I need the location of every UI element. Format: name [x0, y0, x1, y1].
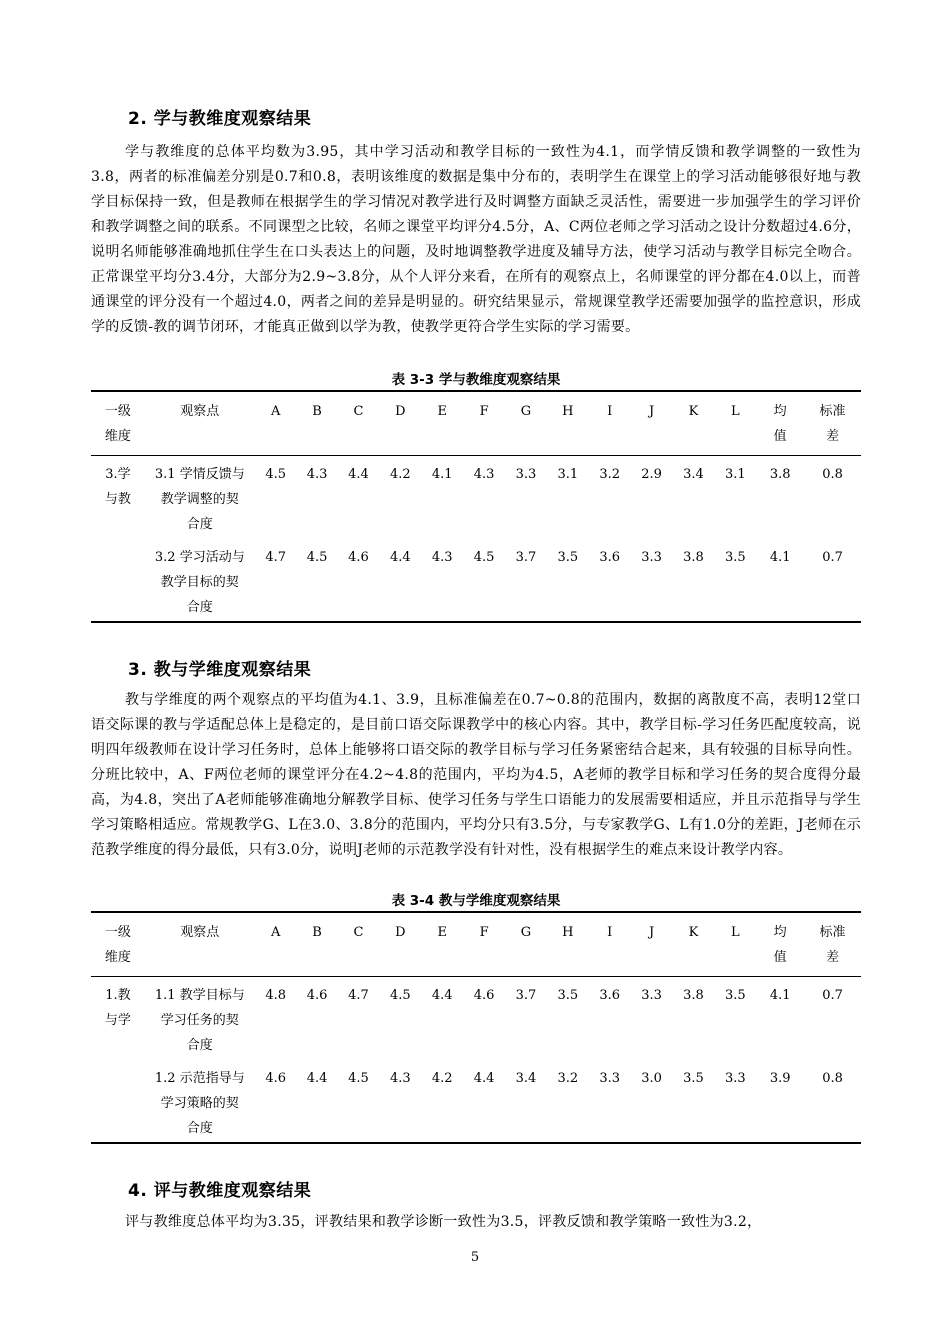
value-cell: 3.5	[557, 988, 579, 1003]
header-a: A	[271, 404, 281, 419]
value-cell: 3.3	[724, 1071, 746, 1086]
section-paragraph-2: 学与教维度的总体平均数为3.95，其中学习活动和教学目标的一致性为4.1，而学情反馈和教学调整的一致性为3.8，两者的标准偏差分别是0.7和0.8，表明该维度的数据是集中分布的，表明学生在课堂上的学习活动能够很好地与教学目标保持一致，但是教师在根据学生的学习情况对教学进行及时调整方面缺乏灵活性，需要进一步加强学生的学习评价和教学调整之间的联系。不同课型之比较，名师之课堂平均评分4.5分，A、C两位老师之学习活动之设计分数超过4.6分，说明名师能够准确地抓住学生在口头表达上的问题，及时地调整教学进度及辅导方法，使学习活动与教学目标完全吻合。正常课堂平均分3.4分，大部分为2.9~3.8分，从个人评分来看，在所有的观察点上，名师课堂的评分都在4.0以上，而普通课堂的评分没有一个超过4.0，两者之间的差异是明显的。研究结果显示，常规课堂教学还需要加强学的监控意识，形成学的反馈-教的调节闭环，才能真正做到以学为教，使教学更符合学生实际的学习需要。	[91, 144, 861, 335]
section-paragraph-3: 教与学维度的两个观察点的平均值为4.1、3.9，且标准偏差在0.7~0.8的范围内，数据的离散度不高，表明12堂口语交际课的教与学适配总体上是稳定的，是目前口语交际课教学中的核心内容。其中，教学目标-学习任务匹配度较高，说明四年级教师在设计学习任务时，总体上能够将口语交际的教学目标与学习任务紧密结合起来，具有较强的目标导向性。分班比较中，A、F两位老师的课堂评分在4.2~4.8的范围内，平均为4.5，A老师的教学目标和学习任务的契合度得分最高，为4.8，突出了A老师能够准确地分解教学目标、使学习任务与学生口语能力的发展需要相适应，并且示范指导与学生学习策略相适应。常规教学G、L在3.0、3.8分的范围内，平均分只有3.5分，与专家教学G、L有1.0分的差距，J老师在示范教学维度的得分最低，只有3.0分，说明J老师的示范教学没有针对性，没有根据学生的难点来设计教学内容。	[91, 692, 861, 858]
header-b: B	[312, 404, 322, 419]
value-cell: 3.0	[641, 1071, 662, 1086]
value-cell: 4.3	[306, 467, 328, 482]
observation-point-cell: 1.1 教学目标与 学习任务的契 合度	[154, 988, 245, 1053]
value-cell: 3.2	[557, 1071, 579, 1086]
header-std: 标准 差	[819, 404, 846, 444]
value-cell: 3.3	[641, 988, 662, 1003]
section-paragraph-4: 评与教维度总体平均为3.35，评教结果和教学诊断一致性为3.5，评教反馈和教学策略一致性为3.2，	[125, 1214, 762, 1230]
header-mean: 均 值	[773, 404, 787, 444]
value-cell: 3.7	[515, 550, 537, 565]
value-cell: 4.1	[431, 467, 453, 482]
std-cell: 0.7	[822, 550, 843, 565]
value-cell: 4.6	[473, 988, 495, 1003]
value-cell: 4.5	[306, 550, 328, 565]
value-cell: 4.3	[473, 467, 495, 482]
table-row	[91, 977, 861, 1067]
value-cell: 4.7	[265, 550, 287, 565]
header-mean: 均 值	[773, 925, 787, 965]
value-cell: 2.9	[641, 467, 662, 482]
mean-cell: 3.8	[769, 467, 791, 482]
header-f: F	[479, 404, 489, 419]
section-heading-3: 3. 教与学维度观察结果	[128, 660, 312, 680]
value-cell: 4.3	[431, 550, 453, 565]
value-cell: 4.6	[348, 550, 369, 565]
observation-point-cell: 3.1 学情反馈与 教学调整的契 合度	[154, 467, 245, 532]
table-header-row	[91, 391, 861, 456]
table-3-4	[91, 911, 861, 1144]
value-cell: 4.5	[348, 1071, 369, 1086]
value-cell: 3.4	[683, 467, 704, 482]
value-cell: 3.1	[557, 467, 579, 482]
value-cell: 3.6	[599, 550, 621, 565]
value-cell: 3.4	[515, 1071, 537, 1086]
value-cell: 3.7	[515, 988, 537, 1003]
value-cell: 4.4	[473, 1071, 495, 1086]
table-row	[91, 456, 861, 546]
header-g: G	[520, 925, 532, 940]
table-header-row	[91, 912, 861, 977]
value-cell: 3.2	[599, 467, 621, 482]
observation-point-cell: 1.2 示范指导与 学习策略的契 合度	[154, 1071, 245, 1136]
header-l: L	[731, 925, 740, 940]
std-cell: 0.7	[822, 988, 843, 1003]
header-b: B	[312, 925, 322, 940]
header-c: C	[353, 404, 364, 419]
table-caption-3-4: 表 3-4 教与学维度观察结果	[391, 893, 561, 909]
value-cell: 4.6	[306, 988, 328, 1003]
value-cell: 4.3	[389, 1071, 411, 1086]
header-dimension: 一级 维度	[104, 404, 131, 444]
value-cell: 3.5	[724, 988, 746, 1003]
section-heading-4: 4. 评与教维度观察结果	[128, 1181, 312, 1201]
value-cell: 3.6	[599, 988, 621, 1003]
header-d: D	[395, 925, 406, 940]
header-c: C	[353, 925, 364, 940]
value-cell: 4.7	[348, 988, 369, 1003]
header-i: I	[607, 404, 613, 419]
value-cell: 3.5	[724, 550, 746, 565]
value-cell: 3.8	[683, 550, 704, 565]
header-h: H	[562, 404, 574, 419]
header-l: L	[731, 404, 740, 419]
header-j: J	[648, 404, 655, 419]
dimension-cell: 1.教 与学	[104, 988, 131, 1028]
dimension-cell: 3.学 与教	[104, 467, 131, 507]
header-e: E	[437, 404, 447, 419]
header-i: I	[607, 925, 613, 940]
value-cell: 4.4	[389, 550, 411, 565]
value-cell: 4.6	[265, 1071, 287, 1086]
std-cell: 0.8	[822, 1071, 843, 1086]
value-cell: 3.5	[683, 1071, 704, 1086]
header-g: G	[520, 404, 532, 419]
std-cell: 0.8	[822, 467, 843, 482]
value-cell: 4.5	[473, 550, 495, 565]
table-caption-3-3: 表 3-3 学与教维度观察结果	[391, 372, 561, 388]
value-cell: 4.2	[431, 1071, 453, 1086]
table-3-3	[91, 390, 861, 623]
value-cell: 3.3	[641, 550, 662, 565]
value-cell: 3.8	[683, 988, 704, 1003]
header-k: K	[688, 404, 699, 419]
mean-cell: 4.1	[769, 988, 791, 1003]
header-a: A	[271, 925, 281, 940]
header-e: E	[437, 925, 447, 940]
header-d: D	[395, 404, 406, 419]
value-cell: 4.4	[431, 988, 453, 1003]
header-k: K	[688, 925, 699, 940]
header-dimension: 一级 维度	[104, 925, 131, 965]
value-cell: 3.1	[724, 467, 746, 482]
observation-point-cell: 3.2 学习活动与 教学目标的契 合度	[154, 550, 245, 615]
value-cell: 3.3	[515, 467, 537, 482]
mean-cell: 3.9	[769, 1071, 791, 1086]
header-std: 标准 差	[819, 925, 846, 965]
mean-cell: 4.1	[769, 550, 791, 565]
value-cell: 4.2	[389, 467, 411, 482]
value-cell: 3.5	[557, 550, 579, 565]
value-cell: 3.3	[599, 1071, 621, 1086]
value-cell: 4.4	[348, 467, 369, 482]
table-row	[91, 1066, 861, 1143]
header-h: H	[562, 925, 574, 940]
value-cell: 4.8	[265, 988, 287, 1003]
page-number: 5	[470, 1250, 480, 1265]
header-observation-point: 观察点	[180, 925, 220, 940]
header-f: F	[479, 925, 489, 940]
section-heading-2: 2. 学与教维度观察结果	[128, 109, 312, 129]
header-j: J	[648, 925, 655, 940]
header-observation-point: 观察点	[180, 404, 220, 419]
value-cell: 4.5	[265, 467, 287, 482]
value-cell: 4.4	[306, 1071, 328, 1086]
table-row	[91, 545, 861, 622]
value-cell: 4.5	[389, 988, 411, 1003]
